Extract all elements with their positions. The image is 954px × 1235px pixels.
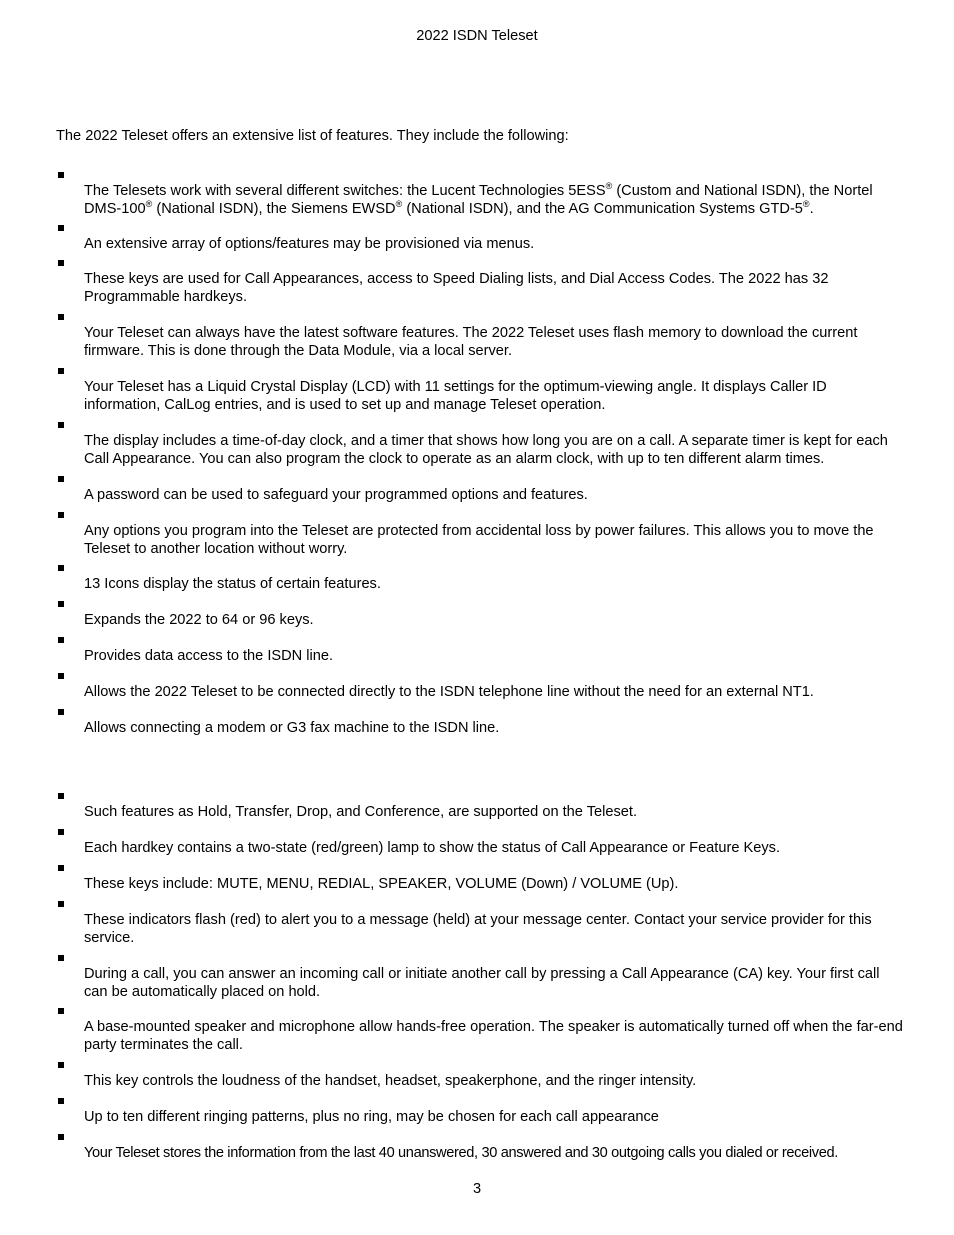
list-item-text: Expands the 2022 to 64 or 96 keys. [84,612,314,628]
bullet-icon [58,1008,64,1014]
list-item [56,901,906,947]
list-item [56,172,906,218]
list-item-text: These keys include: MUTE, MENU, REDIAL, SPEAKER, VOLUME (Down) / VOLUME (Up). [84,876,679,892]
bullet-icon [58,793,64,799]
bullet-icon [58,476,64,482]
list-item-text: An extensive array of options/features may be provisioned via menus. [84,236,535,252]
bullet-icon [58,673,64,679]
list-item [56,637,906,665]
list-item-text: Such features as Hold, Transfer, Drop, and Conference, are supported on the Teleset. [84,804,638,820]
list-item-text: A base-mounted speaker and microphone allow hands-free operation. The speaker is automatically turned off when the far-end party terminates the call. [84,1019,903,1053]
bullet-icon [58,260,64,266]
bullet-icon [58,637,64,643]
bullet-icon [58,829,64,835]
list-item [56,225,906,253]
bullet-icon [58,601,64,607]
page-number: 3 [472,1181,482,1197]
list-item [56,512,906,558]
bullet-icon [58,955,64,961]
list-item [56,793,906,821]
bullet-icon [58,422,64,428]
list-item [56,829,906,857]
bullet-icon [58,1098,64,1104]
list-item-text: This key controls the loudness of the handset, headset, speakerphone, and the ringer intensity. [84,1073,697,1089]
bullet-icon [58,172,64,178]
list-item [56,260,906,306]
list-item [56,865,906,893]
list-item [56,422,906,468]
bullet-icon [58,225,64,231]
list-item-text: Your Teleset stores the information from the last 40 unanswered, 30 answered and 30 outgoing calls you dialed or received. [84,1145,838,1161]
bullet-icon [58,565,64,571]
list-item-text: These keys are used for Call Appearances, access to Speed Dialing lists, and Dial Access Codes. The 2022 has 32 Programmable hardkeys. [84,271,829,305]
list-item-text: During a call, you can answer an incoming call or initiate another call by pressing a Call Appearance (CA) key. Your first call can be automatically placed on hold. [84,966,880,1000]
bullet-icon [58,512,64,518]
list-item-text: Your Teleset has a Liquid Crystal Display (LCD) with 11 settings for the optimum-viewing angle. It displays Caller ID information, CalLog entries, and is used to set up and manage Teleset operation. [84,379,827,413]
list-item [56,314,906,360]
bullet-icon [58,901,64,907]
list-item [56,368,906,414]
list-item [56,709,906,737]
list-item [56,1008,906,1054]
list-item-text: Each hardkey contains a two-state (red/green) lamp to show the status of Call Appearance or Feature Keys. [84,840,781,856]
list-item-text: Any options you program into the Teleset are protected from accidental loss by power failures. This allows you to move the Teleset to another location without worry. [84,523,874,557]
list-item-text: These indicators flash (red) to alert you to a message (held) at your message center. Contact your service provider for this service. [84,912,872,946]
list-item-text: Allows connecting a modem or G3 fax machine to the ISDN line. [84,720,500,736]
bullet-icon [58,1062,64,1068]
list-item-text: The display includes a time-of-day clock, and a timer that shows how long you are on a call. A separate timer is kept for each Call Appearance. You can also program the clock to operate as an alarm clock, with up to ten different alarm times. [84,433,888,467]
bullet-icon [58,1134,64,1140]
bullet-icon [58,368,64,374]
list-item [56,565,906,593]
page-header: 2022 ISDN Teleset [416,28,538,44]
list-item [56,476,906,504]
list-item-text: Up to ten different ringing patterns, plus no ring, may be chosen for each call appearance [84,1109,659,1125]
list-item [56,673,906,701]
bullet-icon [58,865,64,871]
list-item-text: The Telesets work with several different switches: the Lucent Technologies 5ESS® (Custom and National ISDN), the Nortel DMS-100® (National ISDN), the Siemens EWSD® (National ISDN), and the AG Communication Systems GTD-5®. [84,181,873,217]
list-item [56,1098,906,1126]
list-item-text: 13 Icons display the status of certain features. [84,576,381,592]
list-item-text: A password can be used to safeguard your programmed options and features. [84,487,588,503]
list-item-text: Allows the 2022 Teleset to be connected directly to the ISDN telephone line without the need for an external NT1. [84,684,814,700]
bullet-icon [58,709,64,715]
list-item [56,1062,906,1090]
bullet-icon [58,314,64,320]
list-item-text: Your Teleset can always have the latest software features. The 2022 Teleset uses flash memory to download the current firmware. This is done through the Data Module, via a local server. [84,325,858,359]
intro-paragraph: The 2022 Teleset offers an extensive list of features. They include the following: [56,128,569,144]
list-item [56,601,906,629]
list-item [56,1134,906,1162]
list-item [56,955,906,1001]
list-item-text: Provides data access to the ISDN line. [84,648,334,664]
